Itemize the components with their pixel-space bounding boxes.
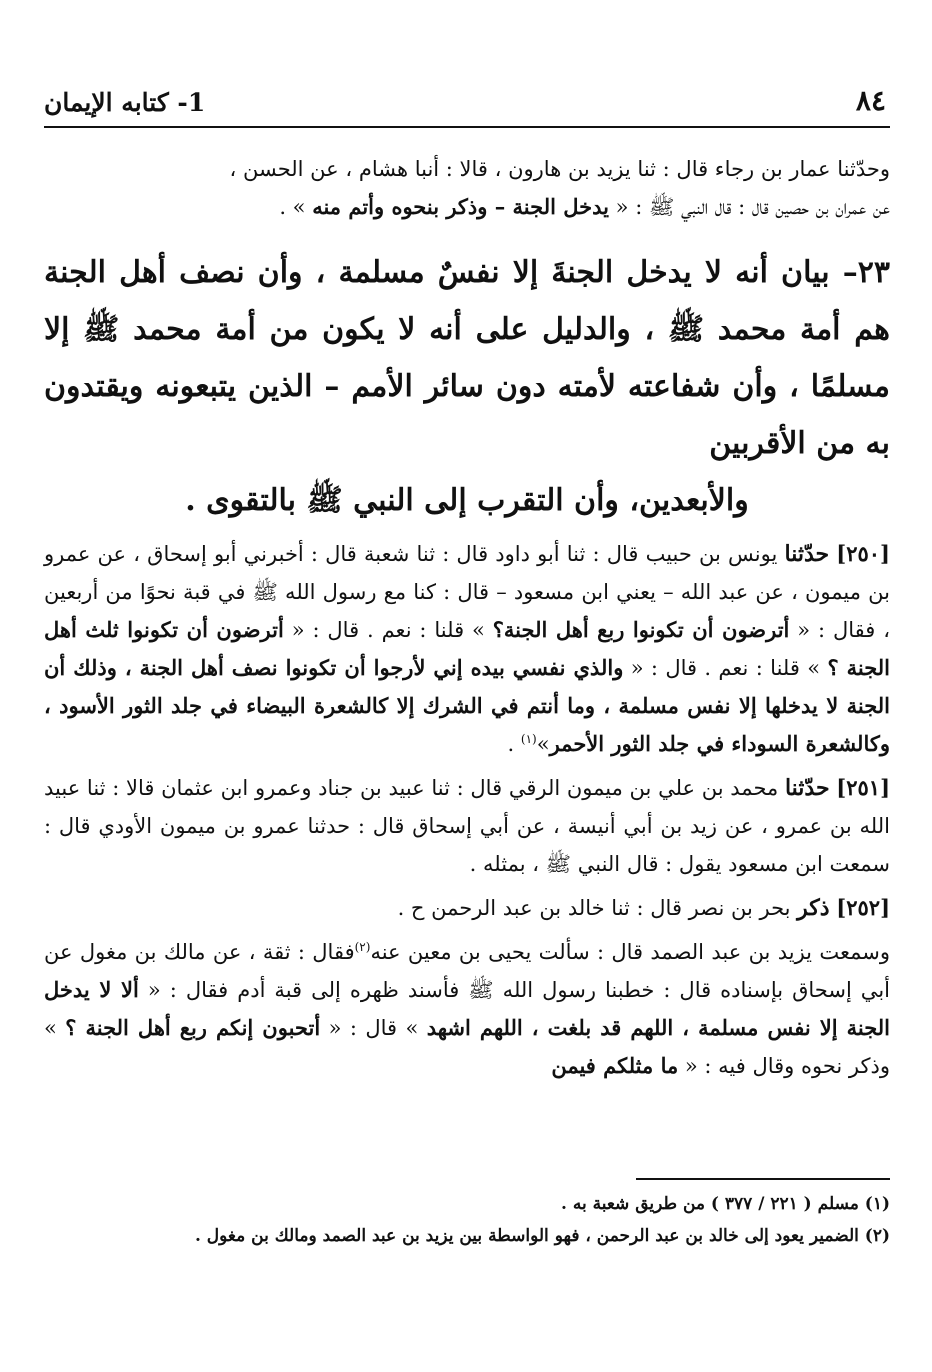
page-header bbox=[44, 70, 890, 128]
hadith-text: بحر بن نصر قال : ثنا خالد بن عبد الرحمن ح . bbox=[397, 896, 798, 920]
chapter-heading bbox=[44, 244, 890, 529]
hadith-252 bbox=[44, 889, 890, 927]
paragraph-text: » قال : « bbox=[320, 1016, 427, 1040]
intro-line-1: وحدّثنا عمار بن رجاء قال : ثنا يزيد بن هارون ، قالا : أنبا هشام ، عن الحسن ، bbox=[229, 157, 890, 181]
footnote-ref: (١) bbox=[520, 732, 537, 746]
hadith-number: [٢٥٢] bbox=[836, 895, 890, 920]
hadith-text: » bbox=[536, 732, 550, 756]
chapter-heading-last-line: والأبعدين، وأن التقرب إلى النبي ﷺ بالتقوى . bbox=[185, 483, 749, 518]
hadith-251 bbox=[44, 769, 890, 883]
hadith-quote: ألا لا يدخل الجنة إلا نفس مسلمة ، اللهم قد بلغت ، اللهم اشهد bbox=[44, 977, 891, 1040]
paragraph-text: فقال : ثقة ، عن مالك بن مغول عن أبي إسحاق بإسناده قال : خطبنا رسول الله ﷺ فأسند ظهره إلى قبة أدم فقال : « bbox=[44, 940, 890, 1002]
hadith-lead-word: حدّثنا bbox=[784, 775, 830, 801]
hadith-lead-word: حدّثنا bbox=[784, 541, 830, 567]
intro-quote: يدخل الجنة – وذكر بنحوه وأتم منه bbox=[312, 194, 609, 219]
hadith-quote: والذي نفسي بيده إني لأرجوا أن تكونوا نصف أهل الجنة ، وذلك أن الجنة لا يدخلها إلا نفس مسلمة ، وما أنتم في الشرك إلا كالشعرة البيضاء في جلد الثور الأسود ، وكالشعرة السوداء في جلد الثور الأحمر bbox=[44, 655, 890, 756]
hadith-text: . bbox=[507, 732, 521, 756]
hadith-quote: ما مثلكم فيمن bbox=[551, 1053, 679, 1078]
closing-paragraph bbox=[44, 933, 890, 1085]
hadith-lead-word: ذكر bbox=[797, 895, 830, 921]
intro-paragraph bbox=[44, 150, 890, 226]
footnote-ref: (٢) bbox=[354, 940, 371, 954]
page-number: ٨٤ bbox=[855, 84, 886, 117]
footnote-2: (٢) الضمير يعود إلى خالد بن عبد الرحمن ، فهو الواسطة بين يزيد بن عبد الصمد ومالك بن مغول . bbox=[194, 1226, 890, 1246]
hadith-text: محمد بن علي بن ميمون الرقي قال : ثنا عبيد بن جناد وعمرو ابن عثمان قالا : ثنا عبيد الله بن عمرو ، عن زيد بن أبي أنيسة ، عن أبي إسحاق قال : حدثنا عمرو بن ميمون الأودي قال : سمعت ابن مسعود يقول : قال النبي ﷺ ، بمثله . bbox=[44, 776, 890, 876]
footnote-1: (١) مسلم ( ٢٢١ / ٣٧٧ ) من طريق شعبة به . bbox=[561, 1194, 890, 1214]
chapter-heading-text: ٢٣– بيان أنه لا يدخل الجنةَ إلا نفسٌ مسلمة ، وأن نصف أهل الجنة هم أمة محمد ﷺ ، والدليل على أنه لا يكون من أمة محمد ﷺ إلا مسلمًا ، وأن شفاعته لأمته دون سائر الأمم – الذين يتبعونه ويقتدون به من الأقربين bbox=[44, 255, 890, 461]
book-page bbox=[44, 70, 890, 1360]
hadith-text: يونس بن حبيب قال : ثنا أبو داود قال : ثنا شعبة قال : أخبرني أبو إسحاق ، عن عمرو بن ميمون ، عن عبد الله – يعني ابن مسعود – قال : كنا مع رسول الله ﷺ في قبة نحوًا من أربعين ، فقال : « bbox=[44, 542, 890, 642]
hadith-250 bbox=[44, 535, 890, 763]
paragraph-text: وسمعت يزيد بن عبد الصمد قال : سألت يحيى بن معين عنه bbox=[370, 940, 890, 964]
paragraph-text: » وذكر نحوه وقال فيه : « bbox=[44, 1016, 890, 1078]
intro-line-2c: » . bbox=[279, 195, 313, 219]
hadith-number: [٢٥١] bbox=[836, 775, 890, 800]
hadith-quote: أتحبون إنكم ربع أهل الجنة ؟ bbox=[65, 1015, 321, 1040]
hadith-number: [٢٥٠] bbox=[836, 541, 890, 566]
running-title: 1- كتابه الإيمان bbox=[44, 88, 206, 117]
footnote-separator bbox=[636, 1178, 890, 1180]
hadith-text: » قلنا : نعم . قال : « bbox=[283, 618, 493, 642]
intro-line-2a: عن عمران بن حصين قال : قال النبي ﷺ : « bbox=[609, 195, 890, 219]
footnotes bbox=[44, 1188, 890, 1252]
hadith-quote: أترضون أن تكونوا ثلث أهل الجنة ؟ bbox=[44, 617, 890, 680]
hadith-quote: أترضون أن تكونوا ربع أهل الجنة؟ bbox=[492, 617, 790, 642]
hadith-text: » قلنا : نعم . قال : « bbox=[623, 656, 828, 680]
